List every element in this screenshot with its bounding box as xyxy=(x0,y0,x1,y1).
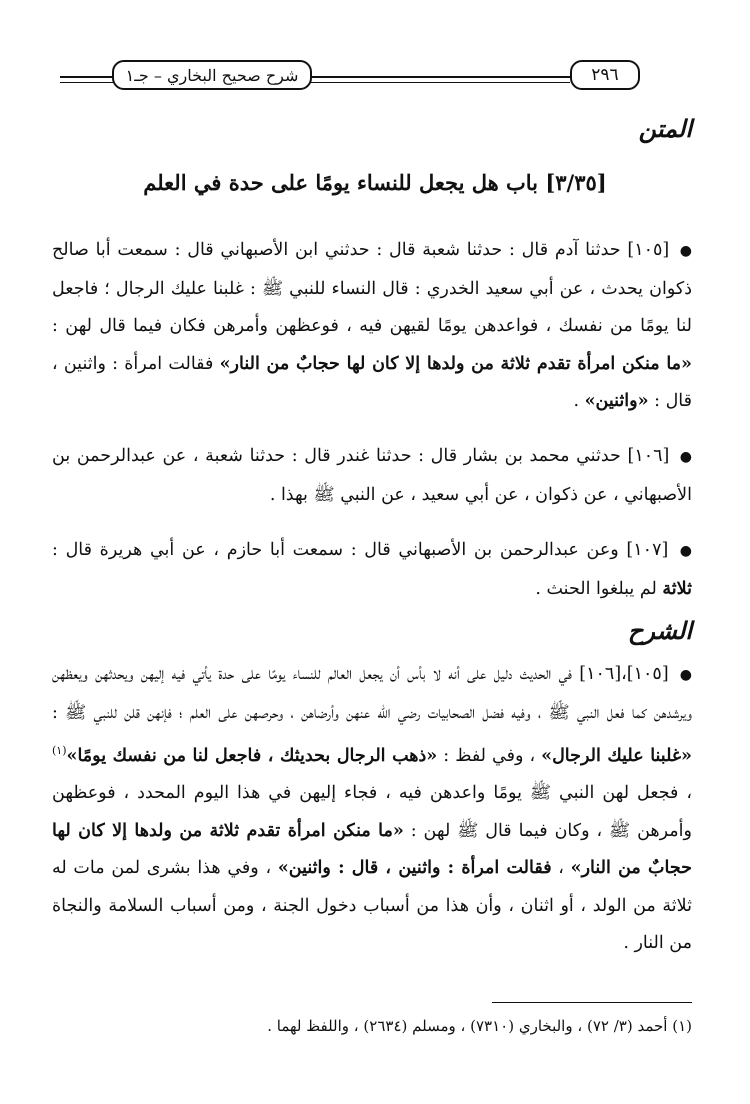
footnote-separator xyxy=(492,1002,692,1003)
hadith-107-text-1: [١٠٧] وعن عبدالرحمن بن الأصبهاني قال : سمعت أبا حازم ، عن أبي هريرة قال : xyxy=(52,540,669,560)
bullet-icon: ● xyxy=(679,543,692,559)
sharh-label: الشرح xyxy=(627,616,692,645)
commentary xyxy=(52,656,692,963)
commentary-text-4: ، xyxy=(558,858,564,879)
chapter-heading: [٣/٣٥] باب هل يجعل للنساء يومًا على حدة في العلم xyxy=(143,170,607,195)
matn-label: المتن xyxy=(638,114,692,143)
hadith-105-text-2: فقالت امرأة : واثنين ، قال : xyxy=(52,353,692,411)
commentary-bold-4: فقالت امرأة : واثنين ، قال : واثنين» xyxy=(277,858,552,879)
running-title: شرح صحيح البخاري – جـ١ xyxy=(112,60,312,90)
hadith-107-bold-1: ثلاثة xyxy=(662,578,692,599)
bullet-icon: ● xyxy=(679,449,692,465)
hadith-105-text-1: [١٠٥] حدثنا آدم قال : حدثنا شعبة قال : حدثني ابن الأصبهاني قال : سمعت أبا صالح ذكوان يحدث ، عن أبي سعيد الخدري : قال النساء للنبي ﷺ : غلبنا عليك الرجال ؛ فاجعل لنا يومًا من نفسك ، فواعدهن يومًا لقيهن فيه ، فوعظهن وأمرهن فكان فيما قال لهن : xyxy=(52,240,692,336)
commentary-text-5: ، وفي هذا بشرى لمن مات له ثلاثة من الولد ، أو اثنان ، وأن هذا من أسباب دخول الجنة ، ومن أسباب السلامة والنجاة من النار . xyxy=(52,858,692,954)
hadith-105-text-3: . xyxy=(573,391,580,411)
bullet-icon: ● xyxy=(679,667,692,683)
commentary-bold-1: «غلبنا عليك الرجال» xyxy=(541,745,692,766)
hadith-106-text: [١٠٦] حدثني محمد بن بشار قال : حدثنا غندر قال : حدثنا شعبة ، عن عبدالرحمن بن الأصبهاني ، عن ذكوان ، عن أبي سعيد ، عن النبي ﷺ بهذا . xyxy=(52,446,692,505)
commentary-text-1: [١٠٥]،[١٠٦] في الحديث دليل على أنه لا بأس أن يجعل العالم للنساء يومًا على حدة يأتي فيه إليهن ويحدثهن ويعظهن ويرشدهن كما فعل النبي ﷺ ، وفيه فضل الصحابيات رضي الله عنهن وأرضاهن ، وحرصهن على العلم ؛ فإنهن قلن للنبي ﷺ : xyxy=(52,664,692,723)
hadith-106 xyxy=(52,438,692,514)
page-number: ٢٩٦ xyxy=(570,60,640,90)
commentary-text-3: ، فجعل لهن النبي ﷺ يومًا واعدهن فيه ، فجاء إليهن في هذا اليوم المحدد ، فوعظهن وأمرهن ﷺ ، وكان فيما قال ﷺ لهن : xyxy=(52,783,692,841)
hadith-105-bold-2: «واثنين» xyxy=(584,391,649,411)
commentary-text-2: ، وفي لفظ : xyxy=(443,745,536,766)
commentary-bold-3: «ما منكن امرأة تقدم ثلاثة من ولدها إلا كان لها حجابٌ من النار» xyxy=(52,820,692,879)
hadith-107-text-2: لم يبلغوا الحنث . xyxy=(535,578,657,599)
footnote-ref[interactable]: (١) xyxy=(52,744,67,757)
bullet-icon: ● xyxy=(679,243,692,259)
footnote: (١) أحمد (٣/ ٧٢) ، والبخاري (٧٣١٠) ، ومسلم (٢٦٣٤) ، واللفظ لهما . xyxy=(267,1017,692,1035)
hadith-107 xyxy=(52,532,692,608)
commentary-bold-2: «ذهب الرجال بحديثك ، فاجعل لنا من نفسك يومًا» xyxy=(66,745,438,766)
hadith-105-bold-1: «ما منكن امرأة تقدم ثلاثة من ولدها إلا كان لها حجابٌ من النار» xyxy=(219,353,692,374)
page-header xyxy=(60,60,690,96)
hadith-105 xyxy=(52,232,692,421)
